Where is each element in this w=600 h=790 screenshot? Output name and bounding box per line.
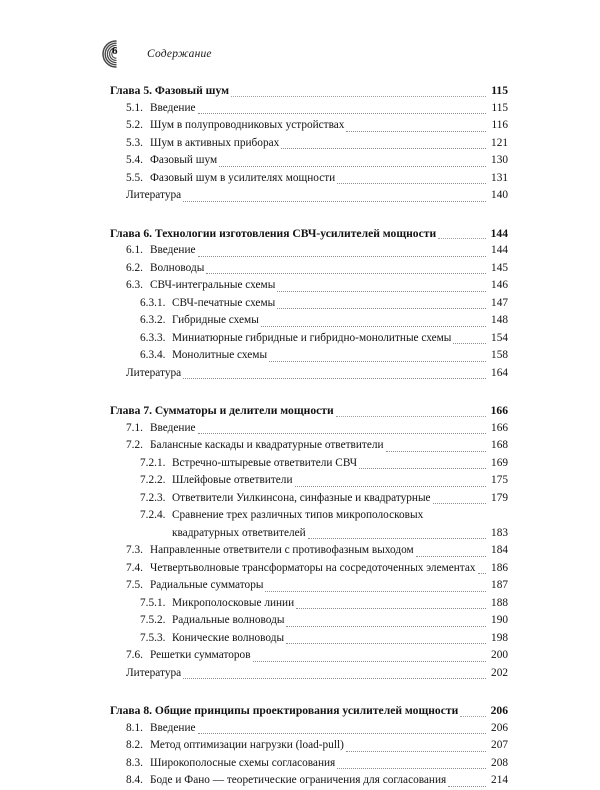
toc-leader: [478, 561, 486, 574]
toc-entry-number: 6.3.4.: [140, 349, 166, 361]
toc-entry-label: СВЧ-печатные схемы: [172, 296, 276, 309]
toc-leader: [253, 649, 486, 662]
toc-entry-number: 7.5.: [126, 579, 143, 591]
toc-entry-label: Решетки сумматоров: [150, 649, 251, 661]
toc-entry[interactable]: [0, 347, 600, 365]
toc-entry-label: Встречно-штыревые ответвители СВЧ: [172, 456, 358, 469]
toc-entry[interactable]: [0, 170, 600, 188]
toc-chapter-title: Сумматоры и делители мощности: [152, 404, 334, 417]
toc-leader: [231, 84, 486, 97]
toc-entry-label: Балансные каскады и квадратурные ответвители: [150, 439, 384, 451]
toc-page-number: 158: [491, 349, 508, 361]
toc-page-number: 206: [490, 704, 508, 717]
toc-entry-label: Миниатюрные гибридные и гибридно-монолитные схемы: [172, 331, 452, 344]
toc-entry-number: 7.5.1.: [140, 596, 166, 609]
toc-entry-number: 8.3.: [126, 756, 143, 769]
toc-leader: [198, 244, 486, 257]
toc-leader: [337, 171, 486, 184]
toc-entry[interactable]: [0, 260, 600, 278]
toc-entry[interactable]: [0, 277, 600, 295]
toc-leader: [265, 579, 486, 592]
toc-entry[interactable]: [0, 577, 600, 595]
toc-entry[interactable]: [0, 420, 600, 438]
toc-leader: [433, 491, 486, 504]
toc-leader: [346, 119, 486, 132]
toc-entry[interactable]: [0, 507, 600, 542]
toc-entry-label-continued: квадратурных ответвителей: [172, 526, 306, 539]
toc-entry-number: 5.3.: [126, 136, 143, 149]
toc-page-number: 164: [491, 366, 508, 379]
toc-page-number: 179: [491, 491, 508, 504]
toc-entry[interactable]: [0, 490, 600, 508]
toc-entry-number: 6.1.: [126, 244, 143, 256]
toc-entry[interactable]: [0, 242, 600, 260]
chapter-block: [0, 402, 600, 682]
toc-leader: [269, 349, 486, 362]
toc-entry[interactable]: [0, 472, 600, 490]
toc-leader: [359, 456, 486, 469]
table-of-contents: [0, 82, 600, 790]
toc-page-number: 154: [491, 331, 508, 344]
toc-page-number: 187: [491, 579, 508, 591]
toc-entry[interactable]: [0, 647, 600, 665]
toc-entry-number: 7.3.: [126, 544, 143, 556]
toc-page-number: 166: [490, 404, 508, 417]
toc-entry[interactable]: [0, 560, 600, 578]
toc-entry-bibliography[interactable]: [0, 665, 600, 683]
toc-entry-label: Радиальные сумматоры: [150, 579, 264, 591]
toc-entry[interactable]: [0, 595, 600, 613]
toc-entry[interactable]: [0, 135, 600, 153]
toc-entry-number: 7.1.: [126, 421, 143, 434]
toc-page-number: 144: [490, 226, 508, 240]
toc-entry-label: Шум в активных приборах: [150, 136, 280, 149]
toc-leader: [386, 439, 486, 452]
toc-leader: [438, 226, 486, 239]
toc-entry-number: 7.5.3.: [140, 631, 166, 644]
toc-entry-label: Сравнение трех различных типов микрополосковых: [172, 509, 424, 521]
toc-leader: [448, 774, 486, 787]
toc-entry-number: 8.2.: [126, 739, 143, 751]
toc-entry-label: Шум в полупроводниковых устройствах: [150, 119, 345, 131]
toc-entry-number: 6.3.1.: [140, 296, 166, 309]
toc-chapter-number: Глава 8.: [110, 704, 153, 717]
toc-entry-label: Микрополосковые линии: [172, 596, 295, 609]
toc-leader: [281, 136, 486, 149]
toc-entry-label: Волноводы: [150, 261, 205, 274]
toc-page-number: 115: [491, 84, 508, 97]
toc-page-number: 140: [491, 189, 508, 201]
toc-entry-number: 7.2.4.: [140, 509, 166, 521]
toc-entry[interactable]: [0, 542, 600, 560]
toc-entry-number: 5.1.: [126, 101, 143, 114]
toc-entry-number: 7.2.1.: [140, 456, 166, 469]
toc-entry-label: Направленные ответвители с противофазным выходом: [150, 544, 414, 556]
toc-entry[interactable]: [0, 630, 600, 648]
toc-leader: [183, 666, 486, 679]
toc-entry-number: 7.4.: [126, 561, 143, 574]
toc-entry-number: 7.2.2.: [140, 474, 166, 486]
toc-leader: [198, 721, 486, 734]
toc-entry-label: Шлейфовые ответвители: [172, 474, 293, 486]
chapter-block: [0, 82, 600, 205]
toc-entry[interactable]: [0, 720, 600, 738]
toc-entry-label: Гибридные схемы: [172, 314, 259, 326]
toc-entry-number: 6.2.: [126, 261, 143, 274]
toc-leader: [183, 189, 486, 202]
toc-entry-label: Литература: [126, 189, 182, 201]
toc-entry-number: 8.4.: [126, 774, 143, 786]
toc-leader: [296, 596, 486, 609]
toc-entry-label: Введение: [150, 101, 196, 114]
toc-chapter-heading[interactable]: [0, 82, 600, 100]
toc-entry[interactable]: [0, 117, 600, 135]
toc-chapter-title: Технологии изготовления СВЧ-усилителей мощности: [152, 226, 437, 240]
toc-page-number: 116: [491, 119, 508, 131]
toc-entry[interactable]: [0, 437, 600, 455]
toc-entry-number: 6.3.2.: [140, 314, 166, 326]
toc-entry-number: 6.3.: [126, 279, 143, 291]
toc-page-number: 208: [491, 756, 508, 769]
toc-page-number: 145: [491, 261, 508, 274]
toc-page-number: 168: [491, 439, 508, 451]
toc-page-number: 200: [491, 649, 508, 661]
toc-entry-label: Введение: [150, 421, 196, 434]
toc-page-number: 202: [491, 666, 508, 679]
toc-page-number: 184: [491, 544, 508, 556]
toc-entry[interactable]: [0, 612, 600, 630]
toc-entry-label: Введение: [150, 244, 196, 256]
toc-entry-label: Введение: [150, 721, 196, 734]
toc-entry-label: Ответвители Уилкинсона, синфазные и квадратурные: [172, 491, 431, 504]
page-title: Содержание: [147, 48, 212, 60]
toc-chapter-heading[interactable]: [0, 702, 600, 720]
toc-entry-number: 8.1.: [126, 721, 143, 734]
toc-entry-label: Радиальные волноводы: [172, 614, 285, 626]
toc-leader: [183, 366, 486, 379]
toc-entry[interactable]: [0, 755, 600, 773]
toc-entry-number: 5.2.: [126, 119, 143, 131]
toc-leader: [286, 614, 486, 627]
toc-chapter-number: Глава 5.: [110, 84, 153, 97]
toc-leader: [460, 704, 486, 717]
chapter-block: [0, 702, 600, 790]
toc-entry-label: Монолитные схемы: [172, 349, 268, 361]
toc-entry-label: Фазовый шум: [150, 154, 218, 166]
toc-page-number: 183: [491, 526, 508, 539]
toc-leader: [198, 421, 486, 434]
toc-entry[interactable]: [0, 100, 600, 118]
toc-leader: [337, 756, 486, 769]
toc-entry[interactable]: [0, 330, 600, 348]
toc-entry-number: 6.3.3.: [140, 331, 166, 344]
toc-leader: [277, 279, 486, 292]
toc-leader: [453, 331, 486, 344]
toc-leader: [261, 314, 486, 327]
toc-page-number: 188: [491, 596, 508, 609]
toc-page-number: 147: [491, 296, 508, 309]
toc-chapter-title: Общие принципы проектирования усилителей мощности: [152, 704, 459, 717]
toc-entry-label: Метод оптимизации нагрузки (load-pull): [150, 739, 344, 751]
toc-entry-number: 7.5.2.: [140, 614, 166, 626]
running-head: [96, 38, 212, 70]
toc-entry-bibliography[interactable]: [0, 365, 600, 383]
toc-entry-label: Конические волноводы: [172, 631, 285, 644]
toc-page-number: 206: [491, 721, 508, 734]
toc-entry-number: 7.2.: [126, 439, 143, 451]
toc-entry[interactable]: [0, 455, 600, 473]
toc-entry-label: СВЧ-интегральные схемы: [150, 279, 276, 291]
toc-leader: [416, 544, 486, 557]
toc-entry-number: 7.2.3.: [140, 491, 166, 504]
toc-leader: [198, 101, 486, 114]
toc-page-number: 144: [491, 244, 508, 256]
toc-chapter-number: Глава 6.: [110, 226, 153, 240]
toc-page-number: 148: [491, 314, 508, 326]
page-folio-number: 6: [112, 45, 118, 57]
toc-entry-label: Фазовый шум в усилителях мощности: [150, 171, 336, 184]
toc-leader: [286, 631, 486, 644]
toc-entry-label: Литература: [126, 366, 182, 379]
toc-entry[interactable]: [0, 152, 600, 170]
toc-page-number: 175: [491, 474, 508, 486]
toc-leader: [219, 154, 486, 167]
toc-page-number: 166: [491, 421, 508, 434]
toc-page-number: 146: [491, 279, 508, 291]
toc-page-number: 169: [491, 456, 508, 469]
toc-entry-label: Четвертьволновые трансформаторы на сосредоточенных элементах: [150, 561, 476, 574]
toc-leader: [206, 261, 486, 274]
toc-leader: [295, 474, 487, 487]
toc-chapter-heading[interactable]: [0, 225, 600, 243]
toc-entry-number: 5.5.: [126, 171, 143, 184]
swirl-arc-logo-icon: [96, 38, 132, 70]
toc-entry-bibliography[interactable]: [0, 187, 600, 205]
toc-leader: [277, 296, 486, 309]
toc-page-number: 131: [491, 171, 508, 184]
toc-leader: [336, 404, 486, 417]
toc-page-number: 186: [491, 561, 508, 574]
toc-entry-label: Боде и Фано — теоретические ограничения для согласования: [150, 774, 447, 786]
toc-page-number: 190: [491, 614, 508, 626]
toc-page-number: 115: [491, 101, 508, 114]
toc-entry-number: 5.4.: [126, 154, 143, 166]
toc-page-number: 198: [491, 631, 508, 644]
toc-entry[interactable]: [0, 312, 600, 330]
toc-chapter-heading[interactable]: [0, 402, 600, 420]
toc-chapter-number: Глава 7.: [110, 404, 153, 417]
chapter-block: [0, 225, 600, 383]
toc-page-number: 121: [491, 136, 508, 149]
toc-page-number: 130: [491, 154, 508, 166]
toc-page-number: 214: [491, 774, 508, 786]
toc-entry[interactable]: [0, 772, 600, 790]
toc-leader: [308, 526, 486, 539]
toc-entry[interactable]: [0, 737, 600, 755]
toc-chapter-title: Фазовый шум: [152, 84, 230, 97]
toc-entry[interactable]: [0, 295, 600, 313]
toc-page-number: 207: [491, 739, 508, 751]
toc-entry-label: Широкополосные схемы согласования: [150, 756, 336, 769]
toc-entry-label: Литература: [126, 666, 182, 679]
toc-entry-number: 7.6.: [126, 649, 143, 661]
